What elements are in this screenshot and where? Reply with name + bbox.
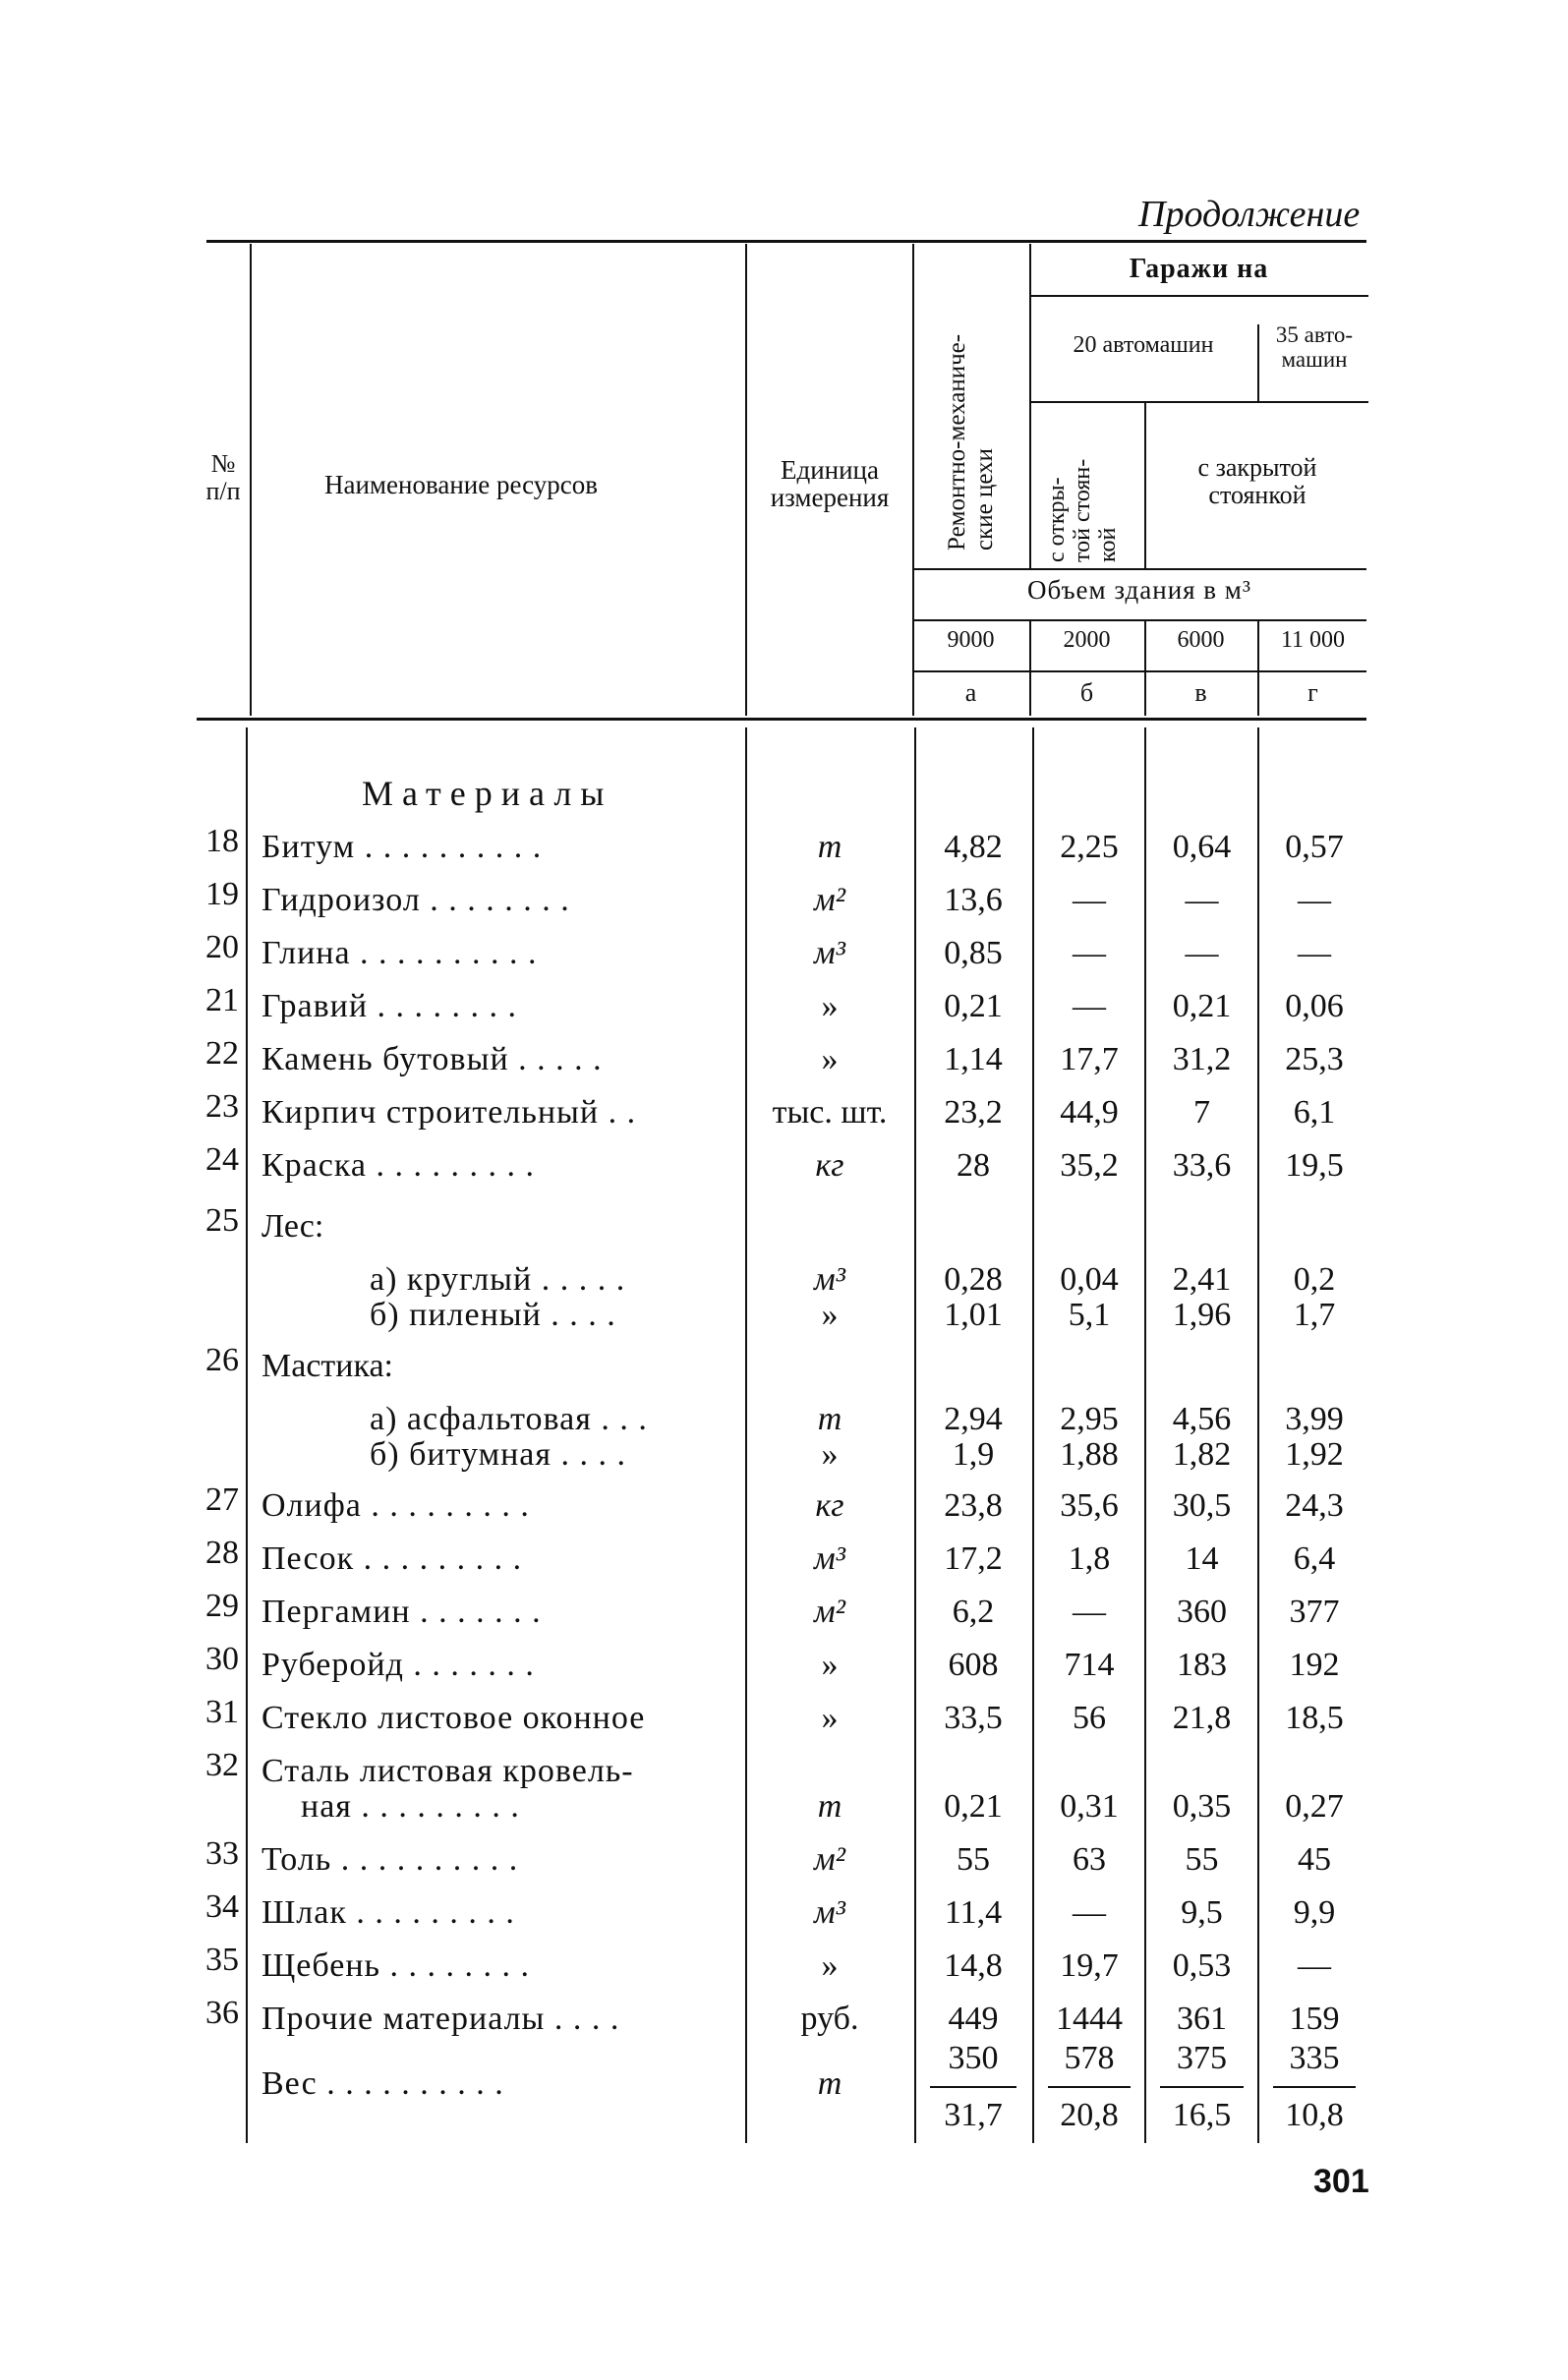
garages-20-header: 20 автомашин xyxy=(1073,332,1214,358)
row-31-unit: » xyxy=(821,1700,839,1736)
row-28-value-d: 6,4 xyxy=(1293,1540,1336,1577)
col-num-header: № п/п xyxy=(205,449,241,505)
weight-fraction-line-b xyxy=(1048,2086,1131,2088)
row-28-unit: м³ xyxy=(814,1540,845,1577)
row-31-value-b: 56 xyxy=(1073,1700,1106,1736)
row-31-number: 31 xyxy=(205,1694,239,1730)
row-30-number: 30 xyxy=(205,1641,239,1677)
letter-g: г xyxy=(1307,678,1318,707)
row-30-value-c: 183 xyxy=(1177,1647,1227,1683)
row-31-value-d: 18,5 xyxy=(1285,1700,1344,1736)
closed-parking-header: с закрытой стоянкой xyxy=(1197,453,1317,509)
table-top-border xyxy=(206,240,1366,243)
row-20-value-a: 0,85 xyxy=(944,935,1003,971)
row-20-value-c: — xyxy=(1185,935,1219,971)
row-21-value-c: 0,21 xyxy=(1172,988,1232,1024)
row-18-name: Битум . . . . . . . . . . xyxy=(261,829,543,865)
row-29-value-b: — xyxy=(1073,1594,1106,1630)
row-27-value-d: 24,3 xyxy=(1285,1487,1344,1524)
row-21-number: 21 xyxy=(205,982,239,1018)
row-24-value-d: 19,5 xyxy=(1285,1147,1344,1184)
row-29-value-a: 6,2 xyxy=(952,1594,995,1630)
row-32-value-c: 0,35 xyxy=(1172,1788,1232,1825)
row-33-value-c: 55 xyxy=(1185,1841,1219,1878)
row-19-number: 19 xyxy=(205,876,239,912)
row-19-unit: м² xyxy=(814,882,845,918)
row-35-unit: » xyxy=(821,1947,839,1984)
row-25-sub-1-unit: » xyxy=(821,1297,839,1333)
row-34-value-c: 9,5 xyxy=(1181,1894,1223,1931)
row-32-value-b: 0,31 xyxy=(1060,1788,1119,1825)
row-30-value-d: 192 xyxy=(1289,1647,1340,1683)
row-26-sub-1-value-a: 1,9 xyxy=(952,1436,995,1473)
page-number: 301 xyxy=(1313,2163,1369,2200)
row-34-number: 34 xyxy=(205,1888,239,1925)
row-32-value-d: 0,27 xyxy=(1285,1788,1344,1825)
row-26-sub-0-value-b: 2,95 xyxy=(1060,1401,1119,1437)
row-22-unit: » xyxy=(821,1041,839,1077)
row-18-value-d: 0,57 xyxy=(1285,829,1344,865)
row-27-name: Олифа . . . . . . . . . xyxy=(261,1487,530,1524)
row-30-value-b: 714 xyxy=(1064,1647,1115,1683)
volume-11000: 11 000 xyxy=(1280,627,1346,653)
row-25-sub-0-value-c: 2,41 xyxy=(1172,1261,1232,1298)
row-22-value-d: 25,3 xyxy=(1285,1041,1344,1077)
row-24-name: Краска . . . . . . . . . xyxy=(261,1147,535,1184)
row-29-unit: м² xyxy=(814,1594,845,1630)
volume-6000: 6000 xyxy=(1177,627,1225,653)
weight-fraction-line-a xyxy=(930,2086,1016,2088)
row-21-value-d: 0,06 xyxy=(1285,988,1344,1024)
weight-top-b: 578 xyxy=(1064,2040,1115,2076)
row-26-sub-0-value-d: 3,99 xyxy=(1285,1401,1344,1437)
row-25-sub-1-value-a: 1,01 xyxy=(944,1297,1003,1333)
row-23-value-a: 23,2 xyxy=(944,1094,1003,1131)
row-27-value-a: 23,8 xyxy=(944,1487,1003,1524)
row-21-value-a: 0,21 xyxy=(944,988,1003,1024)
row-26-sub-1-unit: » xyxy=(821,1436,839,1473)
row-31-value-a: 33,5 xyxy=(944,1700,1003,1736)
weight-fraction-line-c xyxy=(1160,2086,1244,2088)
row-33-name: Толь . . . . . . . . . . xyxy=(261,1841,519,1878)
row-34-value-a: 11,4 xyxy=(944,1894,1003,1931)
col-a-header: Ремонтно-механиче- ские цехи xyxy=(944,333,998,551)
header-line-20 xyxy=(1029,401,1368,403)
header-bottom-border xyxy=(197,718,1366,721)
row-23-value-d: 6,1 xyxy=(1293,1094,1336,1131)
row-19-name: Гидроизол . . . . . . . . xyxy=(261,882,570,918)
row-18-number: 18 xyxy=(205,823,239,859)
row-23-name: Кирпич строительный . . xyxy=(261,1094,637,1131)
row-20-value-b: — xyxy=(1073,935,1106,971)
weight-top-d: 335 xyxy=(1289,2040,1340,2076)
row-33-value-b: 63 xyxy=(1073,1841,1106,1878)
row-21-value-b: — xyxy=(1073,988,1106,1024)
row-24-value-b: 35,2 xyxy=(1060,1147,1119,1184)
weight-top-c: 375 xyxy=(1177,2040,1227,2076)
row-22-value-c: 31,2 xyxy=(1172,1041,1232,1077)
volume-2000: 2000 xyxy=(1063,627,1111,653)
row-21-unit: » xyxy=(821,988,839,1024)
row-35-value-a: 14,8 xyxy=(944,1947,1003,1984)
row-36-value-a: 449 xyxy=(948,2001,999,2037)
row-35-value-c: 0,53 xyxy=(1172,1947,1232,1984)
row-26-sub-1-name: б) битумная . . . . xyxy=(370,1436,627,1473)
row-31-value-c: 21,8 xyxy=(1172,1700,1232,1736)
row-30-unit: » xyxy=(821,1647,839,1683)
header-line-volumes xyxy=(912,670,1366,672)
row-26-sub-0-unit: т xyxy=(817,1401,842,1437)
row-20-unit: м³ xyxy=(814,935,845,971)
row-23-value-c: 7 xyxy=(1193,1094,1210,1131)
row-25-sub-1-value-d: 1,7 xyxy=(1293,1297,1336,1333)
row-28-name: Песок . . . . . . . . . xyxy=(261,1540,523,1577)
row-26-sub-0-name: а) асфальтовая . . . xyxy=(370,1401,648,1437)
row-23-number: 23 xyxy=(205,1088,239,1125)
row-23-value-b: 44,9 xyxy=(1060,1094,1119,1131)
row-20-value-d: — xyxy=(1298,935,1331,971)
row-26-sub-1-value-c: 1,82 xyxy=(1172,1436,1232,1473)
letter-b: б xyxy=(1079,678,1094,707)
row-35-number: 35 xyxy=(205,1942,239,1978)
row-35-value-d: — xyxy=(1298,1947,1331,1984)
row-19-value-c: — xyxy=(1185,882,1219,918)
row-22-value-a: 1,14 xyxy=(944,1041,1003,1077)
header-line-volume-bottom xyxy=(912,619,1366,621)
row-30-value-a: 608 xyxy=(948,1647,999,1683)
row-18-value-c: 0,64 xyxy=(1172,829,1232,865)
row-31-name: Стекло листовое оконное xyxy=(261,1700,646,1736)
row-24-unit: кг xyxy=(815,1147,844,1184)
row-35-name: Щебень . . . . . . . . xyxy=(261,1947,531,1984)
row-36-unit: руб. xyxy=(800,2001,859,2037)
row-29-number: 29 xyxy=(205,1588,239,1624)
row-29-value-c: 360 xyxy=(1177,1594,1227,1630)
letter-a: а xyxy=(964,678,977,707)
row-24-value-c: 33,6 xyxy=(1172,1147,1232,1184)
row-28-number: 28 xyxy=(205,1535,239,1571)
garages-35-header: 35 авто- машин xyxy=(1275,322,1354,372)
header-divider-1 xyxy=(250,244,252,716)
row-36-value-d: 159 xyxy=(1289,2001,1340,2037)
col-name-header: Наименование ресурсов xyxy=(324,470,598,499)
row-34-name: Шлак . . . . . . . . . xyxy=(261,1894,515,1931)
letter-v: в xyxy=(1194,678,1207,707)
weight-bottom-d: 10,8 xyxy=(1285,2097,1344,2133)
row-26-number: 26 xyxy=(205,1342,239,1378)
row-36-number: 36 xyxy=(205,1995,239,2031)
row-18-value-a: 4,82 xyxy=(944,829,1003,865)
row-20-number: 20 xyxy=(205,929,239,965)
weight-bottom-a: 31,7 xyxy=(944,2097,1003,2133)
row-34-value-d: 9,9 xyxy=(1293,1894,1336,1931)
weight-bottom-b: 20,8 xyxy=(1060,2097,1119,2133)
body-divider-1 xyxy=(246,727,248,2143)
header-divider-4 xyxy=(1029,244,1031,568)
row-33-number: 33 xyxy=(205,1835,239,1872)
row-22-number: 22 xyxy=(205,1035,239,1072)
row-32-unit: т xyxy=(817,1788,842,1825)
open-parking-header: с откры- той стоян- кой xyxy=(1044,458,1121,562)
row-32-value-a: 0,21 xyxy=(944,1788,1003,1825)
row-29-value-d: 377 xyxy=(1289,1594,1340,1630)
header-line-volume-top xyxy=(912,568,1366,570)
row-33-unit: м² xyxy=(814,1841,845,1878)
row-32-number: 32 xyxy=(205,1747,239,1783)
row-25-sub-1-value-c: 1,96 xyxy=(1172,1297,1232,1333)
row-30-name: Руберойд . . . . . . . xyxy=(261,1647,535,1683)
row-25-name: Лес: xyxy=(261,1208,324,1245)
row-33-value-d: 45 xyxy=(1298,1841,1331,1878)
row-22-name: Камень бутовый . . . . . xyxy=(261,1041,603,1077)
row-34-unit: м³ xyxy=(814,1894,845,1931)
row-25-sub-1-value-b: 5,1 xyxy=(1068,1297,1111,1333)
row-24-value-a: 28 xyxy=(957,1147,990,1184)
row-28-value-a: 17,2 xyxy=(944,1540,1003,1577)
col-unit-header: Единица измерения xyxy=(770,455,890,512)
weight-top-a: 350 xyxy=(948,2040,999,2076)
row-28-value-b: 1,8 xyxy=(1068,1540,1111,1577)
row-33-value-a: 55 xyxy=(957,1841,990,1878)
row-22-value-b: 17,7 xyxy=(1060,1041,1119,1077)
row-27-value-b: 35,6 xyxy=(1060,1487,1119,1524)
row-18-value-b: 2,25 xyxy=(1060,829,1119,865)
row-25-sub-0-value-b: 0,04 xyxy=(1060,1261,1119,1298)
row-25-sub-0-unit: м³ xyxy=(814,1261,845,1298)
section-title: Материалы xyxy=(362,774,613,813)
volume-header: Объем здания в м³ xyxy=(1027,575,1251,605)
row-36-value-c: 361 xyxy=(1177,2001,1227,2037)
row-27-unit: кг xyxy=(815,1487,844,1524)
header-line-garages xyxy=(1029,295,1368,297)
row-26-sub-1-value-b: 1,88 xyxy=(1060,1436,1119,1473)
row-32-name-line1: Сталь листовая кровель- xyxy=(261,1753,634,1789)
weight-fraction-line-d xyxy=(1273,2086,1356,2088)
row-26-sub-0-value-a: 2,94 xyxy=(944,1401,1003,1437)
row-35-value-b: 19,7 xyxy=(1060,1947,1119,1984)
row-26-name: Мастика: xyxy=(261,1348,394,1384)
row-28-value-c: 14 xyxy=(1185,1540,1219,1577)
volume-9000: 9000 xyxy=(947,627,995,653)
row-32-name-line2: ная . . . . . . . . . xyxy=(301,1788,520,1825)
row-19-value-a: 13,6 xyxy=(944,882,1003,918)
row-19-value-d: — xyxy=(1298,882,1331,918)
row-25-sub-1-name: б) пиленый . . . . xyxy=(370,1297,616,1333)
garages-header: Гаражи на xyxy=(1129,254,1269,284)
row-24-number: 24 xyxy=(205,1141,239,1178)
row-21-name: Гравий . . . . . . . . xyxy=(261,988,518,1024)
row-29-name: Пергамин . . . . . . . xyxy=(261,1594,542,1630)
row-20-name: Глина . . . . . . . . . . xyxy=(261,935,538,971)
row-23-unit: тыс. шт. xyxy=(772,1094,888,1131)
weight-bottom-c: 16,5 xyxy=(1172,2097,1232,2133)
row-19-value-b: — xyxy=(1073,882,1106,918)
weight-name: Вес . . . . . . . . . . xyxy=(261,2065,504,2102)
row-27-value-c: 30,5 xyxy=(1172,1487,1232,1524)
row-36-value-b: 1444 xyxy=(1056,2001,1123,2037)
row-25-sub-0-name: а) круглый . . . . . xyxy=(370,1261,626,1298)
row-18-unit: т xyxy=(817,829,842,865)
row-26-sub-0-value-c: 4,56 xyxy=(1172,1401,1232,1437)
row-27-number: 27 xyxy=(205,1481,239,1518)
row-25-number: 25 xyxy=(205,1202,239,1239)
row-34-value-b: — xyxy=(1073,1894,1106,1931)
weight-unit: т xyxy=(817,2065,842,2102)
row-25-sub-0-value-a: 0,28 xyxy=(944,1261,1003,1298)
row-26-sub-1-value-d: 1,92 xyxy=(1285,1436,1344,1473)
row-25-sub-0-value-d: 0,2 xyxy=(1293,1261,1336,1298)
continuation-label: Продолжение xyxy=(1138,194,1361,235)
row-36-name: Прочие материалы . . . . xyxy=(261,2001,620,2037)
